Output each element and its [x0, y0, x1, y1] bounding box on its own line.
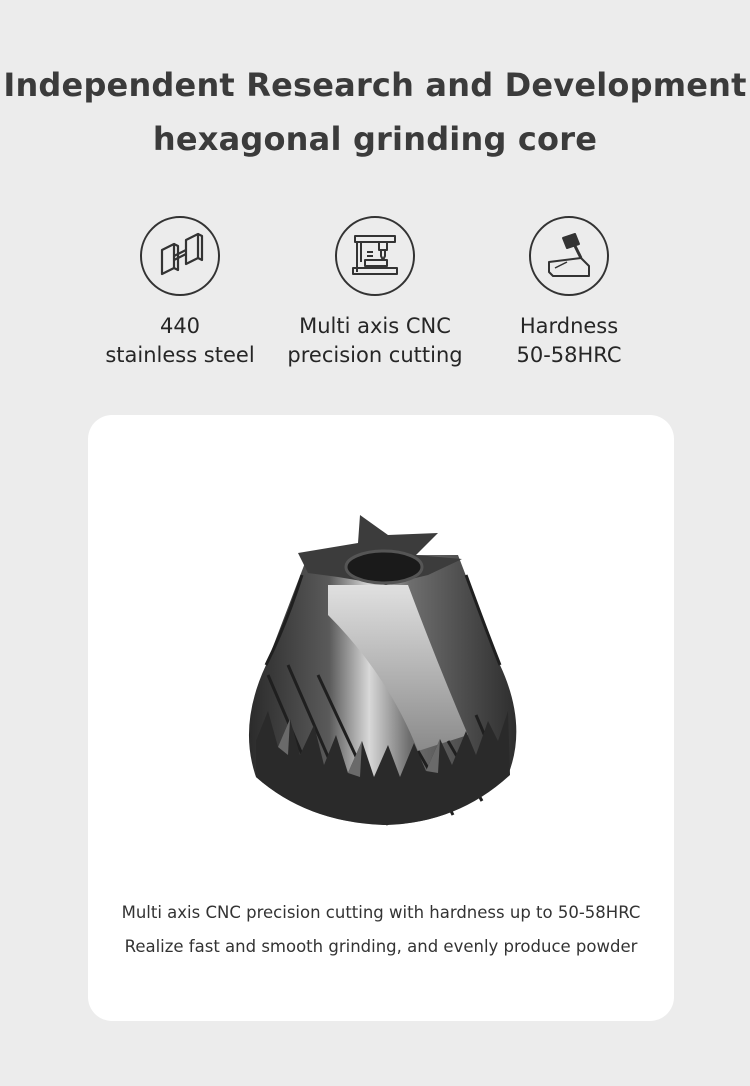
feature-label [270, 312, 480, 370]
feature-cnc-cutting [270, 216, 480, 370]
cnc-machine-icon [335, 216, 415, 296]
feature-hardness [464, 216, 674, 370]
feature-label-line-1: 440 [159, 314, 201, 338]
feature-label-line-2: 50-58HRC [516, 343, 622, 367]
hammer-hardness-icon [529, 216, 609, 296]
product-caption-line-1: Multi axis CNC precision cutting with hardness up to 50-58HRC [121, 903, 641, 922]
grinding-core-image [238, 515, 534, 835]
page-title-line-1: Independent Research and Development [3, 66, 747, 104]
feature-label [75, 312, 285, 370]
product-caption-line-2: Realize fast and smooth grinding, and evenly produce powder [124, 937, 638, 956]
product-card [88, 415, 674, 1021]
steel-profile-icon [140, 216, 220, 296]
feature-label-line-1: Multi axis CNC [299, 314, 451, 338]
feature-stainless-steel [75, 216, 285, 370]
feature-label-line-2: stainless steel [105, 343, 255, 367]
feature-label-line-1: Hardness [519, 314, 619, 338]
feature-label-line-2: precision cutting [287, 343, 463, 367]
page-title-line-2: hexagonal grinding core [152, 120, 598, 158]
feature-label [464, 312, 674, 370]
